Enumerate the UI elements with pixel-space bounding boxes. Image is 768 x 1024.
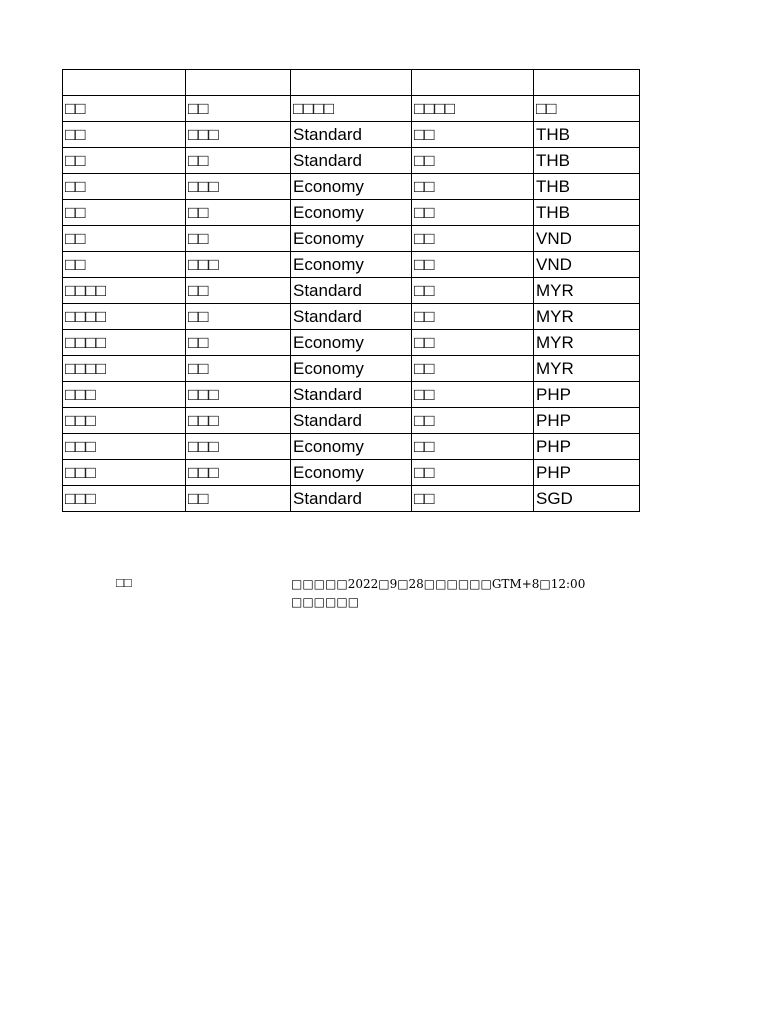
table-cell[interactable]: □□□: [186, 174, 291, 200]
header-cell[interactable]: □□□□: [412, 96, 534, 122]
table-row: [63, 434, 640, 460]
table-cell[interactable]: □□: [186, 278, 291, 304]
table-cell[interactable]: □□□: [63, 408, 186, 434]
table-cell[interactable]: □□□□: [63, 304, 186, 330]
table-cell[interactable]: □□: [186, 200, 291, 226]
table-row: [63, 148, 640, 174]
table-row: [63, 200, 640, 226]
table-cell[interactable]: MYR: [534, 330, 640, 356]
table-cell[interactable]: MYR: [534, 304, 640, 330]
table-cell[interactable]: □□: [63, 200, 186, 226]
table-cell[interactable]: □□: [412, 486, 534, 512]
table-cell[interactable]: THB: [534, 200, 640, 226]
table-cell[interactable]: □□: [186, 304, 291, 330]
table-row: [63, 356, 640, 382]
table-cell[interactable]: □□: [412, 356, 534, 382]
table-cell[interactable]: □□: [412, 408, 534, 434]
table-cell[interactable]: THB: [534, 122, 640, 148]
table-cell[interactable]: □□: [412, 434, 534, 460]
table-row: [63, 408, 640, 434]
table-cell[interactable]: THB: [534, 174, 640, 200]
table-cell[interactable]: Economy: [291, 174, 412, 200]
table-cell[interactable]: □□: [412, 174, 534, 200]
table-cell[interactable]: □□□□: [63, 356, 186, 382]
table-cell[interactable]: Economy: [291, 252, 412, 278]
table-cell[interactable]: Economy: [291, 200, 412, 226]
table-cell[interactable]: Standard: [291, 486, 412, 512]
table-cell[interactable]: Standard: [291, 408, 412, 434]
table-row: [63, 460, 640, 486]
blank-row: [63, 70, 640, 96]
header-cell[interactable]: □□: [186, 96, 291, 122]
table-cell[interactable]: PHP: [534, 382, 640, 408]
table-cell[interactable]: □□□: [63, 382, 186, 408]
table-cell[interactable]: PHP: [534, 460, 640, 486]
table-row: [63, 278, 640, 304]
table-row: [63, 382, 640, 408]
table-cell[interactable]: □□□: [186, 460, 291, 486]
note-text: [291, 575, 585, 611]
note-line: □□□□□2022□9□28□□□□□□GTM+8□12:00: [291, 577, 586, 591]
table-cell[interactable]: □□: [63, 122, 186, 148]
table-cell[interactable]: □□□: [63, 434, 186, 460]
table-cell[interactable]: □□□□: [63, 330, 186, 356]
table-cell[interactable]: □□□□: [63, 278, 186, 304]
table-cell[interactable]: Economy: [291, 460, 412, 486]
table-cell[interactable]: MYR: [534, 278, 640, 304]
table-cell[interactable]: Economy: [291, 226, 412, 252]
table-cell[interactable]: □□: [186, 226, 291, 252]
table-cell[interactable]: □□□: [63, 460, 186, 486]
table-cell[interactable]: THB: [534, 148, 640, 174]
table-row: [63, 252, 640, 278]
table-cell[interactable]: [291, 70, 412, 96]
note-line: □□□□□□: [291, 595, 360, 609]
table-cell[interactable]: □□: [412, 330, 534, 356]
table-cell[interactable]: □□: [412, 382, 534, 408]
table-cell[interactable]: [186, 70, 291, 96]
table-cell[interactable]: VND: [534, 252, 640, 278]
table-cell[interactable]: □□: [186, 148, 291, 174]
table-cell[interactable]: □□□: [63, 486, 186, 512]
table-cell[interactable]: □□: [63, 174, 186, 200]
table-row: [63, 226, 640, 252]
header-cell[interactable]: □□□□: [291, 96, 412, 122]
table-cell[interactable]: □□: [412, 122, 534, 148]
table-cell[interactable]: Economy: [291, 330, 412, 356]
table-row: [63, 122, 640, 148]
table-cell[interactable]: PHP: [534, 434, 640, 460]
table-cell[interactable]: PHP: [534, 408, 640, 434]
table-row: [63, 330, 640, 356]
table-cell[interactable]: □□□: [186, 122, 291, 148]
table-cell[interactable]: □□: [412, 278, 534, 304]
table-cell[interactable]: Economy: [291, 356, 412, 382]
table-cell[interactable]: SGD: [534, 486, 640, 512]
table-cell[interactable]: Standard: [291, 278, 412, 304]
table-cell[interactable]: □□: [186, 486, 291, 512]
table-cell[interactable]: VND: [534, 226, 640, 252]
table-cell[interactable]: [534, 70, 640, 96]
table-cell[interactable]: Standard: [291, 148, 412, 174]
table-cell[interactable]: □□□: [186, 252, 291, 278]
table-cell[interactable]: Standard: [291, 304, 412, 330]
table-cell[interactable]: □□: [412, 200, 534, 226]
table-cell[interactable]: □□: [412, 226, 534, 252]
table-cell[interactable]: □□: [63, 252, 186, 278]
table-cell[interactable]: □□: [412, 460, 534, 486]
table-cell[interactable]: Standard: [291, 122, 412, 148]
table-cell[interactable]: □□: [412, 148, 534, 174]
table-cell[interactable]: □□□: [186, 434, 291, 460]
table-cell[interactable]: [412, 70, 534, 96]
table-cell[interactable]: Standard: [291, 382, 412, 408]
table-row: [63, 304, 640, 330]
table-cell[interactable]: □□: [63, 226, 186, 252]
note-label: □□: [116, 575, 132, 590]
table-cell[interactable]: [63, 70, 186, 96]
header-row: [63, 96, 640, 122]
table-cell[interactable]: □□: [186, 356, 291, 382]
table-cell[interactable]: □□: [412, 304, 534, 330]
table-row: [63, 486, 640, 512]
header-cell[interactable]: □□: [63, 96, 186, 122]
table-cell[interactable]: Economy: [291, 434, 412, 460]
table-row: [63, 174, 640, 200]
table-cell[interactable]: □□: [412, 252, 534, 278]
spreadsheet-table: [62, 69, 640, 512]
table-cell[interactable]: □□: [63, 148, 186, 174]
table-cell[interactable]: □□: [186, 330, 291, 356]
table-cell[interactable]: MYR: [534, 356, 640, 382]
table-cell[interactable]: □□□: [186, 408, 291, 434]
table-cell[interactable]: □□□: [186, 382, 291, 408]
header-cell[interactable]: □□: [534, 96, 640, 122]
